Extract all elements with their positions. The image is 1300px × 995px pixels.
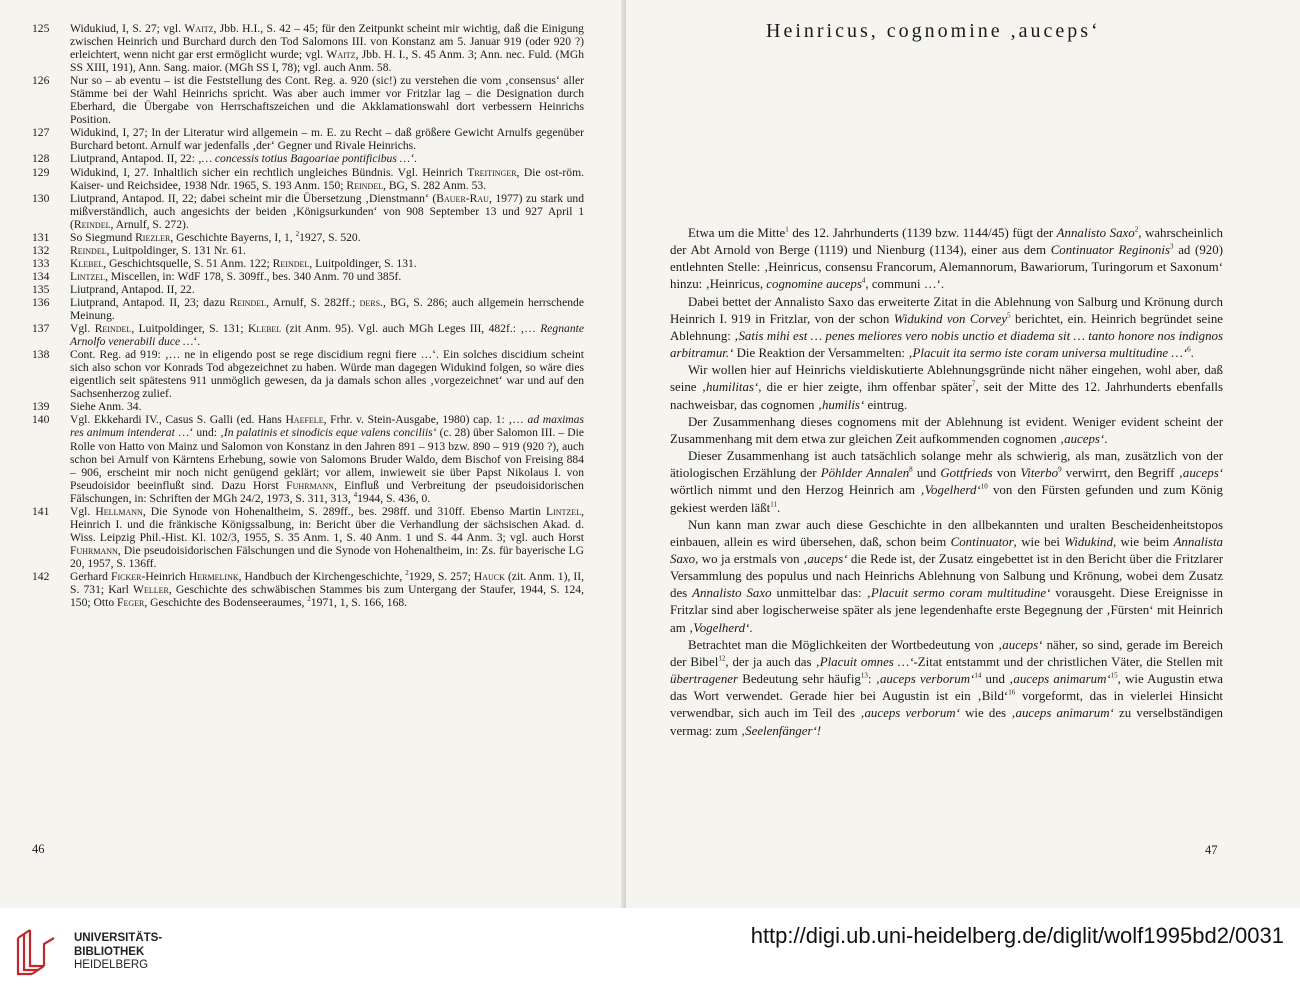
body-paragraph: Dabei bettet der Annalisto Saxo das erweiterte Zitat in die Ablehnung von Salburg und Krönung durch Heinrich I. 919 in Fritzlar, von der schon Widukind von Corvey$^5$ berichtet, ein. Heinrich begründet seine Ablehnung: ‚Satis mihi est … penes meliores vero nobis unctio et diadema sit … tanto honore nos indignos arbitramur.‘ Die Reaktion der Versammelten: ‚Placuit ita sermo iste coram universa multitudine …‘$^6$. <box>670 294 1223 361</box>
footnote-number: 129 <box>32 165 50 179</box>
footnote-text: Liutprand, Antapod. II, 22. <box>70 282 195 296</box>
right-page-number: 47 <box>1205 843 1218 857</box>
footnote-number: 134 <box>32 269 50 283</box>
footnote-text: Liutprand, Antapod. II, 22: ‚… concessis totius Bagoariae pontificibus …‘. <box>70 152 417 166</box>
footnote-number: 132 <box>32 243 50 257</box>
footnote-number: 133 <box>32 256 50 270</box>
library-line-2: BIBLIOTHEK <box>74 945 145 958</box>
running-title: Heinricus, cognomine ,auceps‘ <box>766 20 1101 42</box>
footnote-number: 126 <box>32 74 50 88</box>
body-paragraph: Der Zusammenhang dieses cognomens mit der Ablehnung ist evident. Weniger evident scheint der Zusammenhang mit dem etwa zur gleichen Zeit aufkommenden cognomen ‚auceps‘. <box>670 414 1223 446</box>
body-paragraph: Etwa um die Mitte$^1$ des 12. Jahrhunderts (1139 bzw. 1144/45) fügt der Annalisto Saxo$^2$, wahrscheinlich der Abt Arnold von Berge (1119) und Nienburg (1134), einer aus dem Continuator Reginonis$^3$ ad (920) entlehnten Stelle: ‚Heinricus, consensu Francorum, Alemannorum, Bawariorum, Turingorum et Saxonum‘ hinzu: ‚Heinricus, cognomine auceps$^4$, communi …‘. <box>670 225 1224 292</box>
footnote-text: So Siegmund Riezler, Geschichte Bayerns, I, 1, $^2$1927, S. 520. <box>70 229 361 244</box>
footnote <box>32 74 584 126</box>
footnote <box>32 244 584 257</box>
footnote <box>32 413 584 504</box>
footnote-text: Lintzel, Miscellen, in: WdF 178, S. 309ff., bes. 340 Anm. 70 und 385f. <box>70 269 402 283</box>
footnote-number: 139 <box>32 400 50 414</box>
footnote-number: 141 <box>32 504 50 518</box>
footnote-text: Gerhard Ficker-Heinrich Hermelink, Handbuch der Kirchengeschichte, $^2$1929, S. 257; Hauck (zit. Anm. 1), II, S. 731; Karl Weller, Geschichte des schwäbischen Stammes bis zum Untergang der Staufer, 1944, S. 124, 150; Otto Feger, Geschichte des Bodenseeraumes, $^2$1971, 1, S. 166, 168. <box>70 569 584 610</box>
footnote <box>32 270 584 283</box>
footnote-number: 131 <box>32 230 50 244</box>
footnote <box>32 570 584 609</box>
body-paragraph: Betrachtet man die Möglichkeiten der Wortbedeutung von ‚auceps‘ näher, so sind, gerade im Bereich der Bibel$^{12}$, der ja auch das ‚Placuit omnes …‘-Zitat entstammt und der christlichen Väter, die Stellen mit übertragener Bedeutung sehr häufig$^{13}$: ‚auceps verborum‘$^{14}$ und ‚auceps animarum‘$^{15}$, wie Augustin etwa das Wort verwendet. Gerade hier bei Augustin ist ein ‚Bild‘$^{16}$ vorgeformt, das in vielerlei Hinsicht verwendbar, sich auch im Teil des ‚auceps verborum‘ wie des ‚auceps animarum‘ zu verselbständigen vermag: zum ‚Seelenfänger‘! <box>670 637 1223 738</box>
footnote-text: Vgl. Hellmann, Die Synode von Hohenaltheim, S. 289ff., bes. 298ff. und 310ff. Ebenso Martin Lintzel, Heinrich I. und die fränkische Königssalbung, in: Bericht über die Verhandlung der sächsischen Akad. d. Wiss. Leipzig Phil.-Hist. Kl. 102/3, 1955, S. 35 Anm. 1, S. 40 Anm. 1 und S. 44 Anm. 3; vgl. auch Horst Fuhrmann, Die pseudoisidorischen Fälschungen und die Synode von Hohenaltheim, in: Zs. für bayerische LG 20, 1957, S. 136ff. <box>70 504 584 570</box>
body-paragraph: Dieser Zusammenhang ist auch tatsächlich solange mehr als schwierig, als man, zusätzlich von der ätiologischen Erzählung der Pöhlder Annalen$^8$ und Gottfrieds von Viterbo$^9$ verwirrt, den Begriff ‚auceps‘ wörtlich nimmt und den Herzog Heinrich am ‚Vogelherd‘$^{10}$ von den Fürsten gefunden und zum König gekiest werden läßt$^{11}$. <box>670 449 1224 515</box>
footnote-text: Siehe Anm. 34. <box>70 400 142 414</box>
footnote-number: 125 <box>32 22 50 35</box>
left-page-number: 46 <box>32 842 45 856</box>
footnote <box>32 348 584 400</box>
footnote-number: 136 <box>32 295 50 309</box>
footnote-text: Widukind, I, 27; In der Literatur wird allgemein – m. E. zu Recht – daß größere Gewicht Arnulfs gegenüber Burchard betont. Arnulf war jedenfalls ‚der‘ Gegner und Rivale Heinrichs. <box>70 126 584 153</box>
footnote <box>32 322 584 348</box>
footnote-number: 127 <box>32 126 50 140</box>
footnote-number: 130 <box>32 191 50 205</box>
footnote-number: 137 <box>32 322 50 336</box>
footnote-number: 140 <box>32 413 50 427</box>
library-line-1: UNIVERSITÄTS- <box>74 932 163 944</box>
footnote <box>32 152 584 165</box>
body-text <box>670 225 1223 740</box>
footnote <box>32 257 584 270</box>
footnote <box>32 283 584 296</box>
footnote-text: Widukiud, I, S. 27; vgl. Waitz, Jbb. H.I., S. 42 – 45; für den Zeitpunkt scheint mir wichtig, daß die Einigung zwischen Heinrich und Burchard durch den Tod Salomons III. von Konstanz am 5. Januar 919 (oder 920 ?) erleichtert, wenn nicht gar erst ermöglicht wurde; vgl. Waitz, Jbb. H. I., S. 45 Anm. 3; Ann. nec. Fuld. (MGh SS XIII, 191), Ann. Sang. maior. (MGh SS I, 78); vgl. auch Anm. 58. <box>70 22 584 75</box>
body-paragraph: Nun kann man zwar auch diese Geschichte in den allbekannten und uralten Bescheidenheitstopos einbauen, allein es wird übersehen, daß, schon beim Continuator, wie bei Widukind, wie beim Annalista Saxo, wo ja erstmals von ‚auceps‘ die Rede ist, der Zusatz eingebettet ist in den Bericht über die Fritzlarer Versammlung des populus und nach Heinrichs Ablehnung von Salbung und Krönung, wobei dem Zusatz des Annalisto Saxo unmittelbar das: ‚Placuit sermo coram multitudine‘ vorausgeht. Diese Ereignisse in Fritzlar sind aber logischerweise später als jene legendenhafte erste Begegnung der ‚Fürsten‘ mit Heinrich am ‚Vogelherd‘. <box>670 517 1223 635</box>
footnote <box>32 231 584 244</box>
footnote-text: Nur so – ab eventu – ist die Feststellung des Cont. Reg. a. 920 (sic!) zu verstehen die vom ‚consensus‘ aller Stämme bei der Wahl Heinrichs spricht. Was aber auch immer vor Fritzlar lag – die Designation durch Eberhard, die Übergabe von Herrschaftszeichen und die Akklamationswahl dort verbessern Heinrichs Position. <box>70 74 584 127</box>
body-paragraph: Wir wollen hier auf Heinrichs vieldiskutierte Ablehnungsgründe nicht näher eingehen, wohl aber, daß seine ‚humilitas‘, die er hier zeigte, ihm offenbar später$^7$, seit der Mitte des 12. Jahrhunderts ebenfalls nachweisbar, das cognomen ‚humilis‘ eintrug. <box>670 363 1223 412</box>
footnote-number: 142 <box>32 569 50 583</box>
permalink-url[interactable]: http://digi.ub.uni-heidelberg.de/diglit/wolf1995bd2/0031 <box>750 923 1284 948</box>
footnote-number: 128 <box>32 152 50 166</box>
library-name[interactable] <box>74 932 162 973</box>
footnote-text: Reindel, Luitpoldinger, S. 131 Nr. 61. <box>70 243 246 257</box>
footnote-text: Vgl. Ekkehardi IV., Casus S. Galli (ed. Hans Haefele, Frhr. v. Stein-Ausgabe, 1980) cap. 1: ‚… ad maximas res animum intenderat …‘ und: ‚In palatinis et sinodicis eque valens conciliis‘ (c. 28) über Salomon III. – Die Rolle von Hatto von Mainz und Salomon von Konstanz in den Jahren 891 – 913 bzw. 890 – 919 (920 ?), auch schon bei Arnulf von Kärntens Erhebung, sowie von Salomons Bruder Waldo, dem Bischof von Freising 884 – 906, erscheint mir noch nicht genügend geklärt; vor allem, inwieweit sie über Papst Nikolaus I. von Pseudoisidor beeinflußt sind. Dazu Horst Fuhrmann, Einfluß und Verbreitung der pseudoisidorischen Fälschungen, in: Schriften der MGh 24/2, 1973, S. 311, 313, $^4$1944, S. 436, 0. <box>70 413 584 505</box>
footnote <box>32 22 584 74</box>
footnote-text: Vgl. Reindel, Luitpoldinger, S. 131; Klebel (zit Anm. 95). Vgl. auch MGh Leges III, 482f.: ‚… Regnante Arnolfo venerabili duce …‘. <box>70 322 584 349</box>
footnote <box>32 296 584 322</box>
footnote <box>32 192 584 231</box>
footnote <box>32 126 584 152</box>
footnote <box>32 505 584 570</box>
footnote-text: Klebel, Geschichtsquelle, S. 51 Anm. 122; Reindel, Luitpoldinger, S. 131. <box>70 256 417 270</box>
footnote-number: 135 <box>32 282 50 296</box>
footnotes-list <box>32 22 584 609</box>
left-page <box>0 0 626 908</box>
viewer-footer <box>0 908 1300 995</box>
footnote-number: 138 <box>32 348 50 362</box>
ub-logo-icon[interactable] <box>14 926 62 978</box>
footnote <box>32 166 584 192</box>
library-line-3: HEIDELBERG <box>74 959 149 971</box>
footnote-text: Liutprand, Antapod. II, 22; dabei scheint mir die Übersetzung ‚Dienstmann‘ (Bauer-Rau, 1977) zu stark und mißverständlich, auch angesichts der beiden ‚Königsurkunden‘ von 908 September 13 und 927 April 1 (Reindel, Arnulf, S. 272). <box>70 191 584 231</box>
footnote <box>32 400 584 413</box>
footnote-text: Liutprand, Antapod. II, 23; dazu Reindel, Arnulf, S. 282ff.; ders., BG, S. 286; auch allgemein herrschende Meinung. <box>70 295 584 323</box>
footnote-text: Widukind, I, 27. Inhaltlich sicher ein rechtlich ungleiches Bündnis. Vgl. Heinrich Treitinger, Die ost-röm. Kaiser- und Reichsidee, 1938 Ndr. 1965, S. 193 Anm. 150; Reindel, BG, S. 282 Anm. 53. <box>70 165 584 192</box>
footnote-text: Cont. Reg. ad 919: ‚… ne in eligendo post se rege discidium regni fiere …‘. Ein solches discidium scheint sich also schon vor Konrads Tod abgezeichnet zu haben. Würde man dagegen Widukind folgen, so wäre dies eigentlich seit spätestens 911 unmöglich gewesen, da ja damals schon alles ‚vorgezeichnet‘ war und auf den Sachsenherzog zulief. <box>70 348 584 401</box>
